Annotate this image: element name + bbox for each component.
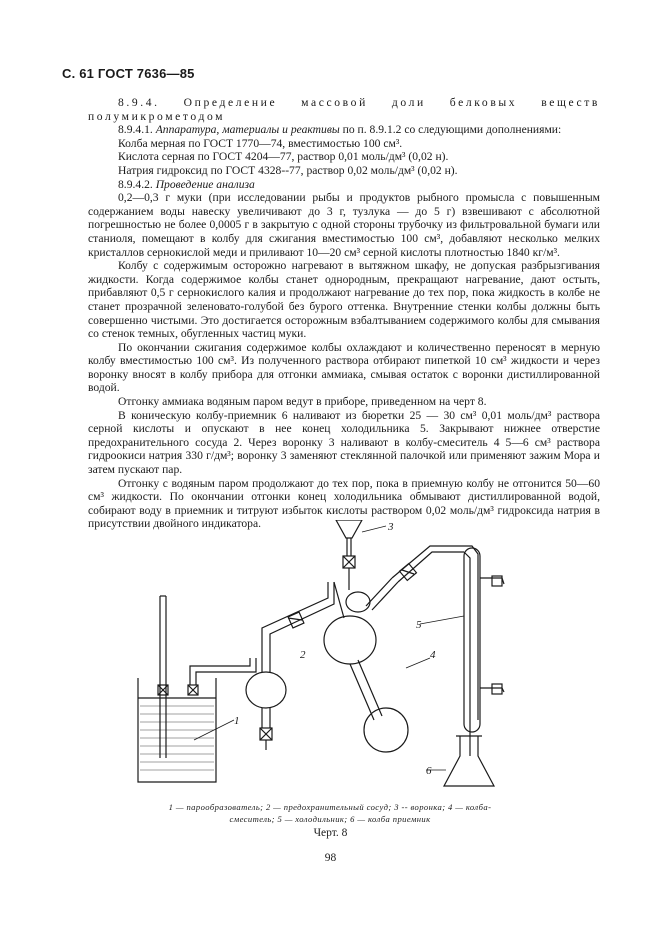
label-2: 2 — [300, 649, 306, 661]
paragraph: Отгонку аммиака водяным паром ведут в приборе, приведенном на черт 8. — [118, 395, 487, 409]
paragraph: 0,2—0,3 г муки (при исследовании рыбы и продуктов рыбного промысла с повышенным содержанием воды навеску увеличивают до 3 г, тузлука — до 5 г) взвешивают с абсолютной погрешностью не более 0,0005 г в закрытую с одной стороны трубочку из фильтровальной бумаги или станиоля, помещают в колбу для сжигания вместимостью 100 см³, добавляют несколько мелких кристаллов сернокислой меди и приливают 10—20 см³ серной кислоты плотностью 1840 кг/м³. — [88, 191, 600, 259]
caption-line: смеситель; 5 — холодильник; 6 — колба приемник — [229, 814, 431, 824]
label-3: 3 — [388, 521, 394, 533]
subsection-apparatus — [88, 123, 600, 137]
label-6: 6 — [426, 765, 432, 777]
paragraph: Колбу с содержимым осторожно нагревают в вытяжном шкафу, не допуская разбрызгивания жидкости. Когда содержимое колбы станет однородным, прекращают нагревание, дают остыть, прибавляют 0,5 г сернокислого калия и продолжают нагревание до тех пор, пока жидкость в колбе не станет прозрачной зеленовато-голубой без бурого оттенка. Внутренние стенки колбы должны быть совершенно чистыми. Это достигается осторожным взбалтыванием содержимого колбы для смывания со стенок темных, обугленных частиц муки. — [88, 259, 600, 341]
receiving-flask — [426, 736, 494, 786]
document-body — [88, 96, 600, 531]
apparatus-diagram — [130, 520, 530, 800]
connecting-tube — [262, 582, 334, 642]
safety-vessel — [246, 642, 286, 750]
subsection-title: Проведение анализа — [155, 177, 255, 191]
figure-caption — [100, 801, 560, 825]
condenser — [392, 546, 504, 756]
label-4: 4 — [430, 649, 436, 661]
paragraph: По окончании сжигания содержимое колбы охлаждают и количественно переносят в мерную колбу вместимостью 100 см³. Из полученного раствора отбирают пипеткой 10 см³ жидкости и через воронку вносят в колбу прибора для отгонки аммиака, смывая остаток с воронки дистиллированной водой. — [88, 340, 600, 395]
reagent-line: Натрия гидроксид по ГОСТ 4328--77, раствор 0,02 моль/дм³ (0,02 н). — [118, 163, 458, 177]
page-number: 98 — [324, 852, 337, 864]
caption-line: 1 — парообразователь; 2 — предохранительный сосуд; 3 -- воронка; 4 — колба- — [168, 802, 492, 812]
paragraph: Отгонку с водяным паром продолжают до тех пор, пока в приемную колбу не отгонится 50—60 см³ жидкости. По окончании отгонки конец холодильника обмывают дистиллированной водой, собирают воду в приемник и титруют избыток кислоты раствором 0,02 моль/дм³ гидроксида натрия в присутствии двойного индикатора. — [88, 476, 600, 531]
subsection-text: по п. 8.9.1.2 со следующими дополнениями: — [342, 123, 562, 137]
label-1: 1 — [234, 715, 240, 727]
steam-generator — [138, 596, 256, 782]
page-header: С. 61 ГОСТ 7636—85 — [62, 66, 195, 81]
reagent-line: Колба мерная по ГОСТ 1770—74, вместимостью 100 см³. — [118, 136, 403, 150]
subsection-title: Аппаратура, материалы и реактивы — [155, 123, 340, 137]
paragraph: В коническую колбу-приемник 6 наливают из бюретки 25 — 30 см³ 0,01 моль/дм³ раствора серной кислоты и опускают в нее конец холодильника 5. Закрывают нижнее отверстие предохранительного сосуда 2. Через воронку 3 наливают в колбу-смеситель 4 5—6 см³ раствора гидроокиси натрия 330 г/дм³; воронку 3 заменяют стеклянной палочкой или применяют зажим Мора и затем пускают пар. — [88, 408, 600, 477]
mixing-flask — [324, 578, 430, 752]
funnel — [336, 520, 386, 590]
subsection-number: 8.9.4.1. — [118, 123, 153, 137]
label-5: 5 — [416, 619, 422, 631]
figure-label: Черт. 8 — [313, 827, 348, 839]
subsection-number: 8.9.4.2. — [118, 177, 153, 191]
subsection-procedure — [88, 178, 600, 192]
reagent-line: Кислота серная по ГОСТ 4204—77, раствор 0,01 моль/дм³ (0,02 н). — [118, 150, 449, 164]
section-heading: 8.9.4. Определение массовой доли белковых веществ полумикрометодом — [88, 96, 600, 123]
